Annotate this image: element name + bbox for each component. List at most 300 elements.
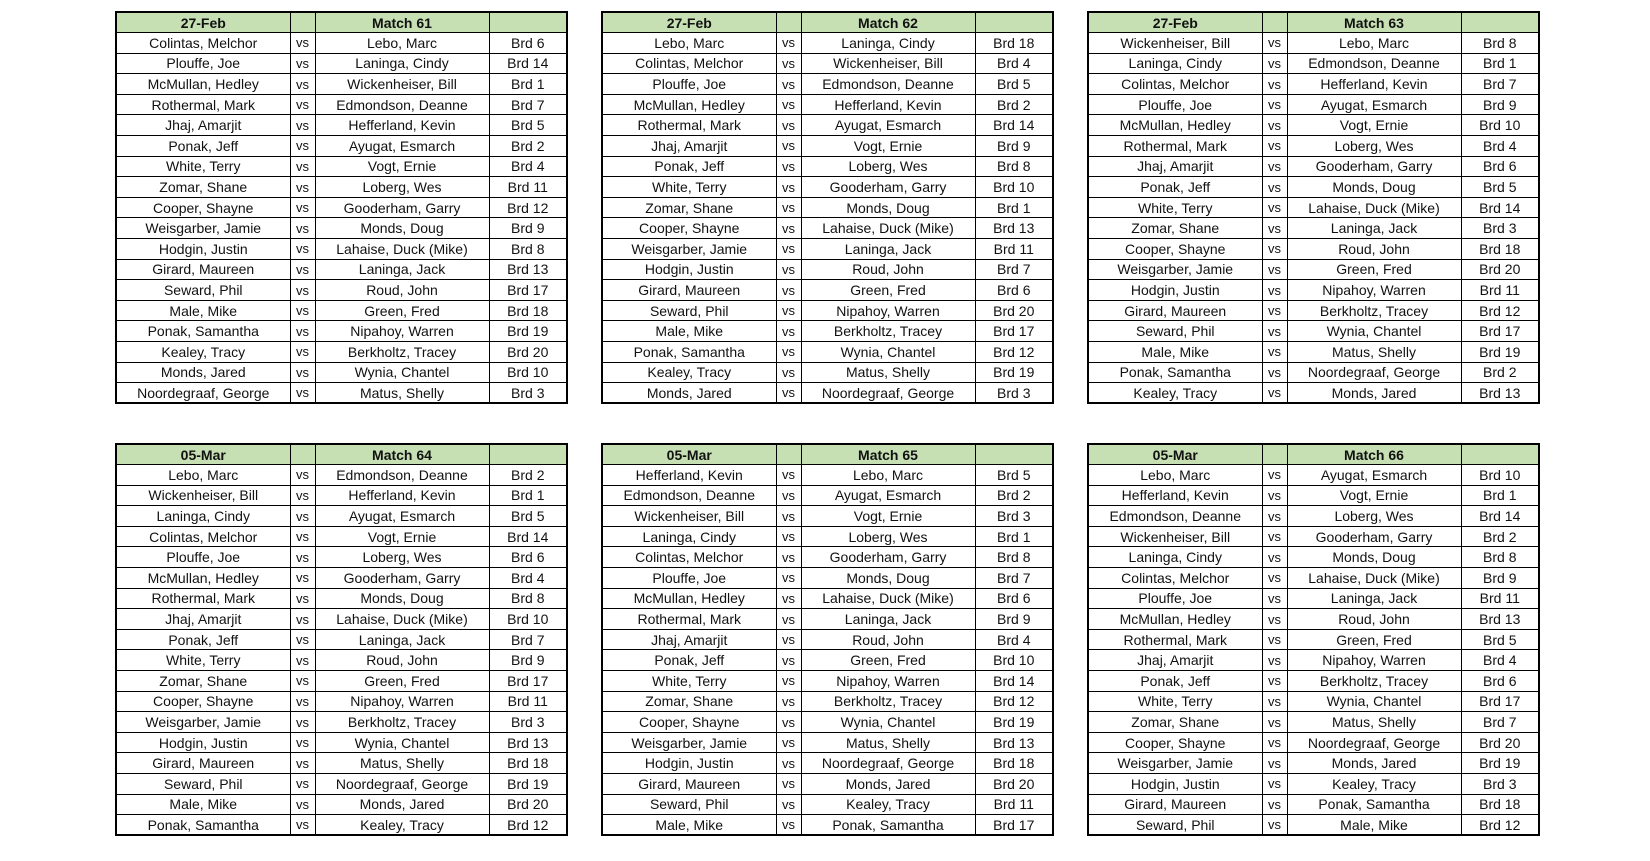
board-number: Brd 18 <box>489 753 567 774</box>
table-row <box>116 753 567 774</box>
board-number: Brd 5 <box>1461 177 1539 198</box>
player-two: Ponak, Samantha <box>1287 794 1461 815</box>
vs-label: vs <box>1262 712 1287 733</box>
match-table-66 <box>1087 443 1540 836</box>
player-one: Male, Mike <box>116 300 290 321</box>
player-one: Ponak, Jeff <box>116 629 290 650</box>
player-one: Seward, Phil <box>1088 815 1262 836</box>
player-one: McMullan, Hedley <box>1088 609 1262 630</box>
table-row <box>116 94 567 115</box>
board-number: Brd 1 <box>1461 53 1539 74</box>
table-row <box>116 342 567 363</box>
board-number: Brd 6 <box>975 588 1053 609</box>
board-number: Brd 17 <box>1461 321 1539 342</box>
player-two: Green, Fred <box>315 300 489 321</box>
board-number: Brd 19 <box>1461 753 1539 774</box>
vs-label: vs <box>776 774 801 795</box>
header-spacer <box>1461 444 1539 465</box>
board-number: Brd 11 <box>1461 588 1539 609</box>
table-row <box>602 94 1053 115</box>
board-number: Brd 14 <box>489 53 567 74</box>
player-one: Hefferland, Kevin <box>602 465 776 486</box>
player-one: Edmondson, Deanne <box>602 485 776 506</box>
board-number: Brd 18 <box>1461 239 1539 260</box>
board-number: Brd 11 <box>975 239 1053 260</box>
player-one: Zomar, Shane <box>116 671 290 692</box>
vs-label: vs <box>290 815 315 836</box>
match-header: Match 65 <box>801 444 975 465</box>
player-two: Vogt, Ernie <box>801 136 975 157</box>
board-number: Brd 2 <box>489 465 567 486</box>
vs-label: vs <box>776 53 801 74</box>
header-spacer <box>776 12 801 33</box>
match-table-62 <box>601 11 1054 404</box>
table-row <box>116 156 567 177</box>
vs-label: vs <box>1262 197 1287 218</box>
player-two: Hefferland, Kevin <box>315 115 489 136</box>
player-two: Wynia, Chantel <box>315 362 489 383</box>
board-number: Brd 9 <box>975 136 1053 157</box>
player-two: Berkholtz, Tracey <box>1287 300 1461 321</box>
vs-label: vs <box>776 465 801 486</box>
player-two: Edmondson, Deanne <box>1287 53 1461 74</box>
table-row <box>602 239 1053 260</box>
vs-label: vs <box>1262 321 1287 342</box>
player-one: Ponak, Jeff <box>602 156 776 177</box>
table-row <box>116 74 567 95</box>
vs-label: vs <box>290 53 315 74</box>
table-row <box>602 136 1053 157</box>
board-number: Brd 5 <box>975 465 1053 486</box>
player-two: Monds, Doug <box>1287 547 1461 568</box>
vs-label: vs <box>776 588 801 609</box>
table-row <box>1088 197 1539 218</box>
player-one: White, Terry <box>1088 197 1262 218</box>
player-two: Wynia, Chantel <box>1287 691 1461 712</box>
table-row <box>116 197 567 218</box>
board-number: Brd 17 <box>975 815 1053 836</box>
table-row <box>116 671 567 692</box>
table-row <box>1088 547 1539 568</box>
board-number: Brd 13 <box>489 732 567 753</box>
player-two: Gooderham, Garry <box>1287 526 1461 547</box>
board-number: Brd 2 <box>975 94 1053 115</box>
board-number: Brd 19 <box>1461 342 1539 363</box>
player-one: Zomar, Shane <box>602 197 776 218</box>
table-row <box>602 74 1053 95</box>
vs-label: vs <box>776 177 801 198</box>
player-one: Wickenheiser, Bill <box>1088 33 1262 54</box>
vs-label: vs <box>290 280 315 301</box>
player-two: Wickenheiser, Bill <box>315 74 489 95</box>
player-two: Loberg, Wes <box>1287 136 1461 157</box>
player-two: Roud, John <box>315 650 489 671</box>
table-row <box>1088 53 1539 74</box>
player-two: Hefferland, Kevin <box>315 485 489 506</box>
player-one: Girard, Maureen <box>116 259 290 280</box>
header-spacer <box>489 12 567 33</box>
board-number: Brd 6 <box>1461 156 1539 177</box>
vs-label: vs <box>290 239 315 260</box>
board-number: Brd 1 <box>1461 485 1539 506</box>
vs-label: vs <box>1262 156 1287 177</box>
vs-label: vs <box>776 383 801 404</box>
player-one: Laninga, Cindy <box>1088 53 1262 74</box>
vs-label: vs <box>1262 568 1287 589</box>
player-one: Weisgarber, Jamie <box>116 712 290 733</box>
board-number: Brd 3 <box>1461 774 1539 795</box>
table-row <box>602 732 1053 753</box>
player-one: Laninga, Cindy <box>116 506 290 527</box>
player-one: Zomar, Shane <box>116 177 290 198</box>
vs-label: vs <box>290 732 315 753</box>
vs-label: vs <box>1262 136 1287 157</box>
table-row <box>602 815 1053 836</box>
table-row <box>1088 506 1539 527</box>
vs-label: vs <box>1262 383 1287 404</box>
vs-label: vs <box>776 342 801 363</box>
vs-label: vs <box>290 465 315 486</box>
table-row <box>602 321 1053 342</box>
vs-label: vs <box>776 712 801 733</box>
board-number: Brd 7 <box>975 259 1053 280</box>
player-one: Ponak, Jeff <box>116 136 290 157</box>
vs-label: vs <box>776 547 801 568</box>
player-one: Weisgarber, Jamie <box>602 239 776 260</box>
board-number: Brd 9 <box>489 650 567 671</box>
header-spacer <box>1262 444 1287 465</box>
vs-label: vs <box>776 239 801 260</box>
player-one: Ponak, Jeff <box>602 650 776 671</box>
vs-label: vs <box>1262 53 1287 74</box>
player-two: Wynia, Chantel <box>315 732 489 753</box>
table-row <box>1088 342 1539 363</box>
player-two: Lahaise, Duck (Mike) <box>315 239 489 260</box>
board-number: Brd 5 <box>1461 629 1539 650</box>
vs-label: vs <box>776 33 801 54</box>
date-header: 27-Feb <box>1088 12 1262 33</box>
player-one: Colintas, Melchor <box>1088 568 1262 589</box>
player-two: Wynia, Chantel <box>1287 321 1461 342</box>
vs-label: vs <box>1262 671 1287 692</box>
player-one: Cooper, Shayne <box>116 691 290 712</box>
player-two: Laninga, Jack <box>315 629 489 650</box>
player-two: Green, Fred <box>1287 259 1461 280</box>
player-two: Gooderham, Garry <box>315 568 489 589</box>
player-one: Colintas, Melchor <box>602 53 776 74</box>
table-row <box>1088 732 1539 753</box>
table-row <box>1088 691 1539 712</box>
vs-label: vs <box>1262 774 1287 795</box>
player-one: Girard, Maureen <box>602 774 776 795</box>
player-two: Roud, John <box>1287 609 1461 630</box>
player-one: Male, Mike <box>602 815 776 836</box>
player-one: Colintas, Melchor <box>116 33 290 54</box>
vs-label: vs <box>776 650 801 671</box>
player-two: Lahaise, Duck (Mike) <box>315 609 489 630</box>
table-row <box>116 794 567 815</box>
board-number: Brd 19 <box>489 774 567 795</box>
player-two: Matus, Shelly <box>801 362 975 383</box>
player-one: Jhaj, Amarjit <box>116 609 290 630</box>
vs-label: vs <box>1262 506 1287 527</box>
player-two: Noordegraaf, George <box>801 383 975 404</box>
match-table-63 <box>1087 11 1540 404</box>
player-one: Cooper, Shayne <box>1088 732 1262 753</box>
board-number: Brd 5 <box>975 74 1053 95</box>
vs-label: vs <box>776 197 801 218</box>
table-row <box>1088 115 1539 136</box>
vs-label: vs <box>290 794 315 815</box>
table-header-row <box>116 12 567 33</box>
vs-label: vs <box>1262 342 1287 363</box>
vs-label: vs <box>776 815 801 836</box>
player-two: Monds, Doug <box>315 588 489 609</box>
player-two: Ponak, Samantha <box>801 815 975 836</box>
player-two: Ayugat, Esmarch <box>315 506 489 527</box>
table-row <box>602 691 1053 712</box>
match-table-64 <box>115 443 568 836</box>
board-number: Brd 8 <box>1461 33 1539 54</box>
vs-label: vs <box>290 753 315 774</box>
board-number: Brd 1 <box>489 74 567 95</box>
player-one: Weisgarber, Jamie <box>602 732 776 753</box>
board-number: Brd 9 <box>1461 94 1539 115</box>
match-header: Match 64 <box>315 444 489 465</box>
vs-label: vs <box>1262 362 1287 383</box>
table-row <box>1088 94 1539 115</box>
board-number: Brd 18 <box>975 33 1053 54</box>
table-row <box>116 629 567 650</box>
vs-label: vs <box>290 712 315 733</box>
board-number: Brd 12 <box>489 815 567 836</box>
player-two: Loberg, Wes <box>315 177 489 198</box>
player-two: Loberg, Wes <box>1287 506 1461 527</box>
board-number: Brd 2 <box>489 136 567 157</box>
vs-label: vs <box>290 300 315 321</box>
player-one: Ponak, Jeff <box>1088 177 1262 198</box>
table-row <box>1088 485 1539 506</box>
player-one: Plouffe, Joe <box>602 74 776 95</box>
vs-label: vs <box>290 136 315 157</box>
vs-label: vs <box>290 259 315 280</box>
table-row <box>116 568 567 589</box>
vs-label: vs <box>1262 547 1287 568</box>
player-one: Cooper, Shayne <box>116 197 290 218</box>
player-one: Lebo, Marc <box>1088 465 1262 486</box>
table-row <box>1088 568 1539 589</box>
player-one: Rothermal, Mark <box>1088 629 1262 650</box>
board-number: Brd 5 <box>489 506 567 527</box>
board-number: Brd 11 <box>489 691 567 712</box>
table-row <box>116 609 567 630</box>
player-two: Laninga, Jack <box>801 609 975 630</box>
player-two: Loberg, Wes <box>315 547 489 568</box>
table-row <box>1088 526 1539 547</box>
player-two: Lebo, Marc <box>801 465 975 486</box>
vs-label: vs <box>1262 74 1287 95</box>
table-row <box>116 383 567 404</box>
player-two: Matus, Shelly <box>315 383 489 404</box>
board-number: Brd 14 <box>1461 506 1539 527</box>
player-two: Matus, Shelly <box>1287 342 1461 363</box>
vs-label: vs <box>290 691 315 712</box>
player-two: Roud, John <box>1287 239 1461 260</box>
vs-label: vs <box>776 218 801 239</box>
table-row <box>1088 671 1539 692</box>
table-row <box>1088 300 1539 321</box>
board-number: Brd 11 <box>489 177 567 198</box>
player-one: Jhaj, Amarjit <box>602 136 776 157</box>
vs-label: vs <box>776 629 801 650</box>
player-one: Seward, Phil <box>602 794 776 815</box>
vs-label: vs <box>1262 259 1287 280</box>
header-spacer <box>290 444 315 465</box>
player-one: Plouffe, Joe <box>1088 94 1262 115</box>
vs-label: vs <box>1262 218 1287 239</box>
player-two: Matus, Shelly <box>801 732 975 753</box>
table-header-row <box>116 444 567 465</box>
player-one: White, Terry <box>116 156 290 177</box>
vs-label: vs <box>1262 732 1287 753</box>
vs-label: vs <box>1262 280 1287 301</box>
player-two: Vogt, Ernie <box>315 526 489 547</box>
board-number: Brd 14 <box>975 115 1053 136</box>
player-one: Lebo, Marc <box>116 465 290 486</box>
table-header-row <box>1088 444 1539 465</box>
board-number: Brd 5 <box>489 115 567 136</box>
player-one: Rothermal, Mark <box>602 115 776 136</box>
board-number: Brd 4 <box>1461 136 1539 157</box>
board-number: Brd 8 <box>489 588 567 609</box>
player-one: Seward, Phil <box>116 280 290 301</box>
player-one: Cooper, Shayne <box>1088 239 1262 260</box>
board-number: Brd 13 <box>975 218 1053 239</box>
vs-label: vs <box>776 136 801 157</box>
player-one: Kealey, Tracy <box>602 362 776 383</box>
table-row <box>116 774 567 795</box>
table-row <box>1088 815 1539 836</box>
player-one: Ponak, Samantha <box>116 815 290 836</box>
table-row <box>116 259 567 280</box>
table-row <box>116 53 567 74</box>
board-number: Brd 12 <box>489 197 567 218</box>
player-one: Ponak, Jeff <box>1088 671 1262 692</box>
vs-label: vs <box>290 33 315 54</box>
vs-label: vs <box>290 383 315 404</box>
vs-label: vs <box>776 568 801 589</box>
player-one: Hefferland, Kevin <box>1088 485 1262 506</box>
player-two: Lahaise, Duck (Mike) <box>1287 197 1461 218</box>
table-row <box>602 774 1053 795</box>
vs-label: vs <box>1262 609 1287 630</box>
table-row <box>602 753 1053 774</box>
table-row <box>1088 753 1539 774</box>
vs-label: vs <box>776 485 801 506</box>
table-row <box>602 177 1053 198</box>
board-number: Brd 10 <box>1461 115 1539 136</box>
player-two: Monds, Jared <box>1287 383 1461 404</box>
player-one: Monds, Jared <box>116 362 290 383</box>
player-two: Vogt, Ernie <box>315 156 489 177</box>
player-two: Gooderham, Garry <box>1287 156 1461 177</box>
board-number: Brd 17 <box>975 321 1053 342</box>
vs-label: vs <box>776 732 801 753</box>
table-header-row <box>602 12 1053 33</box>
player-one: Rothermal, Mark <box>602 609 776 630</box>
table-row <box>1088 609 1539 630</box>
player-one: Plouffe, Joe <box>116 53 290 74</box>
player-two: Edmondson, Deanne <box>315 94 489 115</box>
player-two: Green, Fred <box>801 280 975 301</box>
table-row <box>1088 383 1539 404</box>
player-one: Wickenheiser, Bill <box>1088 526 1262 547</box>
board-number: Brd 13 <box>489 259 567 280</box>
player-one: Hodgin, Justin <box>1088 280 1262 301</box>
vs-label: vs <box>290 94 315 115</box>
player-one: Rothermal, Mark <box>116 94 290 115</box>
board-number: Brd 20 <box>1461 732 1539 753</box>
table-row <box>116 300 567 321</box>
header-spacer <box>975 444 1053 465</box>
table-row <box>1088 136 1539 157</box>
player-two: Laninga, Cindy <box>801 33 975 54</box>
board-number: Brd 3 <box>489 383 567 404</box>
player-two: Vogt, Ernie <box>1287 485 1461 506</box>
vs-label: vs <box>290 177 315 198</box>
board-number: Brd 20 <box>489 342 567 363</box>
table-row <box>602 280 1053 301</box>
player-two: Lebo, Marc <box>315 33 489 54</box>
table-row <box>116 691 567 712</box>
board-number: Brd 20 <box>975 774 1053 795</box>
player-one: Girard, Maureen <box>1088 300 1262 321</box>
player-two: Berkholtz, Tracey <box>315 342 489 363</box>
player-two: Berkholtz, Tracey <box>315 712 489 733</box>
player-one: Ponak, Samantha <box>602 342 776 363</box>
board-number: Brd 6 <box>489 33 567 54</box>
date-header: 27-Feb <box>602 12 776 33</box>
table-row <box>116 815 567 836</box>
vs-label: vs <box>776 506 801 527</box>
vs-label: vs <box>1262 33 1287 54</box>
player-one: Colintas, Melchor <box>1088 74 1262 95</box>
player-two: Monds, Doug <box>1287 177 1461 198</box>
vs-label: vs <box>290 774 315 795</box>
table-row <box>1088 465 1539 486</box>
player-two: Wynia, Chantel <box>801 712 975 733</box>
board-number: Brd 19 <box>489 321 567 342</box>
table-row <box>602 547 1053 568</box>
player-two: Monds, Jared <box>315 794 489 815</box>
player-two: Monds, Doug <box>801 197 975 218</box>
match-header: Match 62 <box>801 12 975 33</box>
player-two: Kealey, Tracy <box>315 815 489 836</box>
player-one: Jhaj, Amarjit <box>1088 156 1262 177</box>
board-number: Brd 8 <box>975 547 1053 568</box>
board-number: Brd 12 <box>1461 815 1539 836</box>
table-row <box>116 506 567 527</box>
player-one: White, Terry <box>116 650 290 671</box>
player-two: Noordegraaf, George <box>1287 362 1461 383</box>
table-row <box>602 629 1053 650</box>
header-spacer <box>975 12 1053 33</box>
player-two: Noordegraaf, George <box>315 774 489 795</box>
board-number: Brd 7 <box>975 568 1053 589</box>
player-one: Wickenheiser, Bill <box>602 506 776 527</box>
player-one: Rothermal, Mark <box>1088 136 1262 157</box>
table-row <box>116 465 567 486</box>
